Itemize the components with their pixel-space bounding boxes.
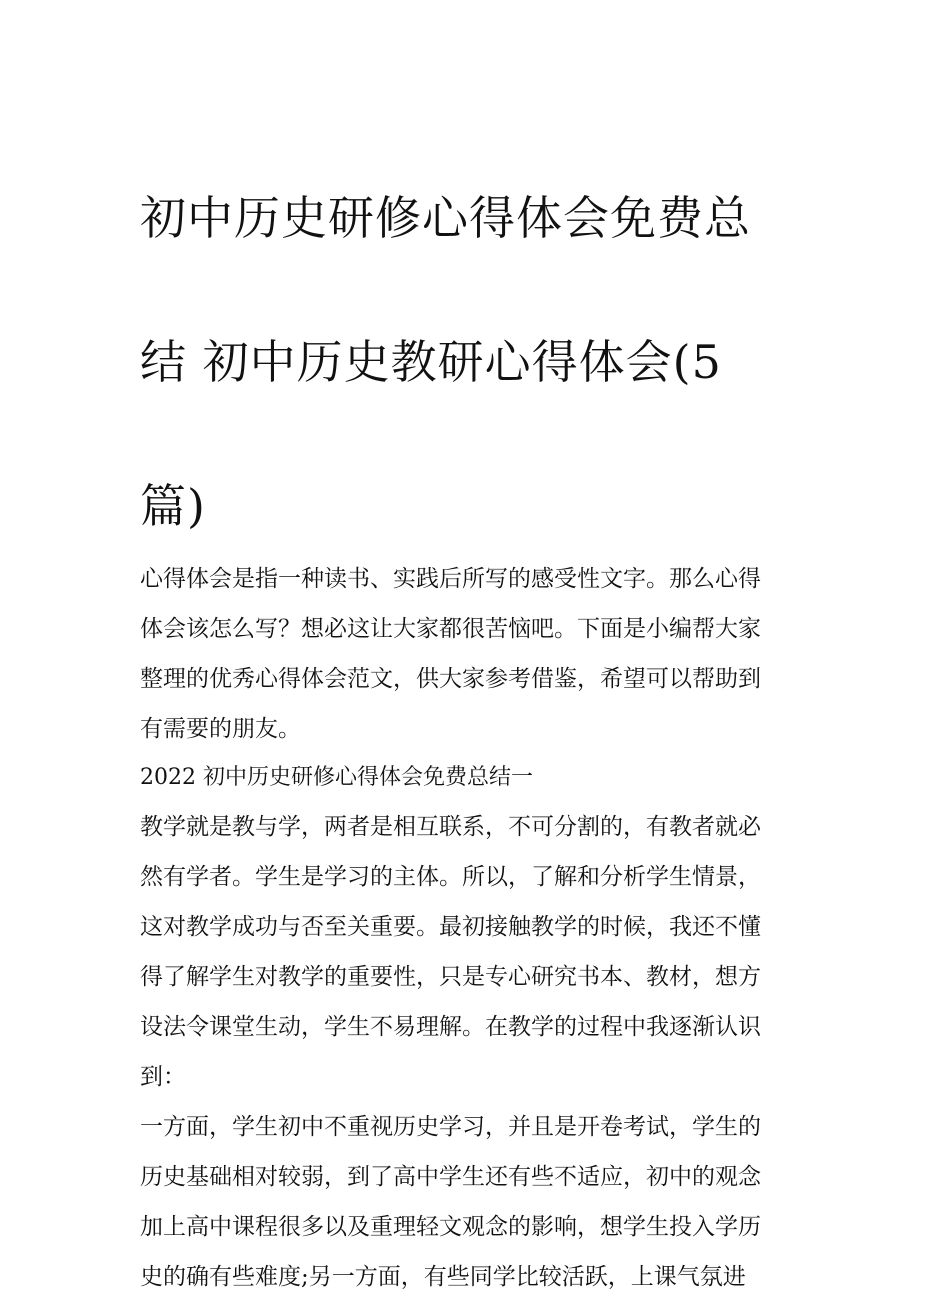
intro-paragraph: 心得体会是指一种读书、实践后所写的感受性文字。那么心得 体会该怎么写？想必这让大家都很苦恼吧。下面是小编帮大家 整理的优秀心得体会范文，供大家参考借鉴，希望可以帮助到 有需要的朋友。 <box>140 566 761 742</box>
title-line-2: 结 初中历史教研心得体会(5 <box>140 335 722 389</box>
document-page <box>140 110 820 1302</box>
document-title <box>140 110 820 542</box>
body-paragraph-2: 一方面，学生初中不重视历史学习，并且是开卷考试，学生的 历史基础相对较弱，到了高中学生还有些不适应，初中的观念 加上高中课程很多以及重理轻文观念的影响，想学生投入学历 史的确有些难度;另一方面，有些同学比较活跃，上课气氛进 <box>140 1114 761 1290</box>
section-heading: 2022 初中历史研修心得体会免费总结一 <box>140 765 533 790</box>
title-line-3: 篇) <box>140 479 206 533</box>
title-line-1: 初中历史研修心得体会免费总 <box>140 191 751 245</box>
body-paragraph-1: 教学就是教与学，两者是相互联系，不可分割的，有教者就必 然有学者。学生是学习的主体。所以，了解和分析学生情景， 这对教学成功与否至关重要。最初接触教学的时候，我还不懂 得了解学生对教学的重要性，只是专心研究书本、教材，想方 设法令课堂生动，学生不易理解。在教学的过程中我逐渐认识 到： <box>140 814 761 1090</box>
